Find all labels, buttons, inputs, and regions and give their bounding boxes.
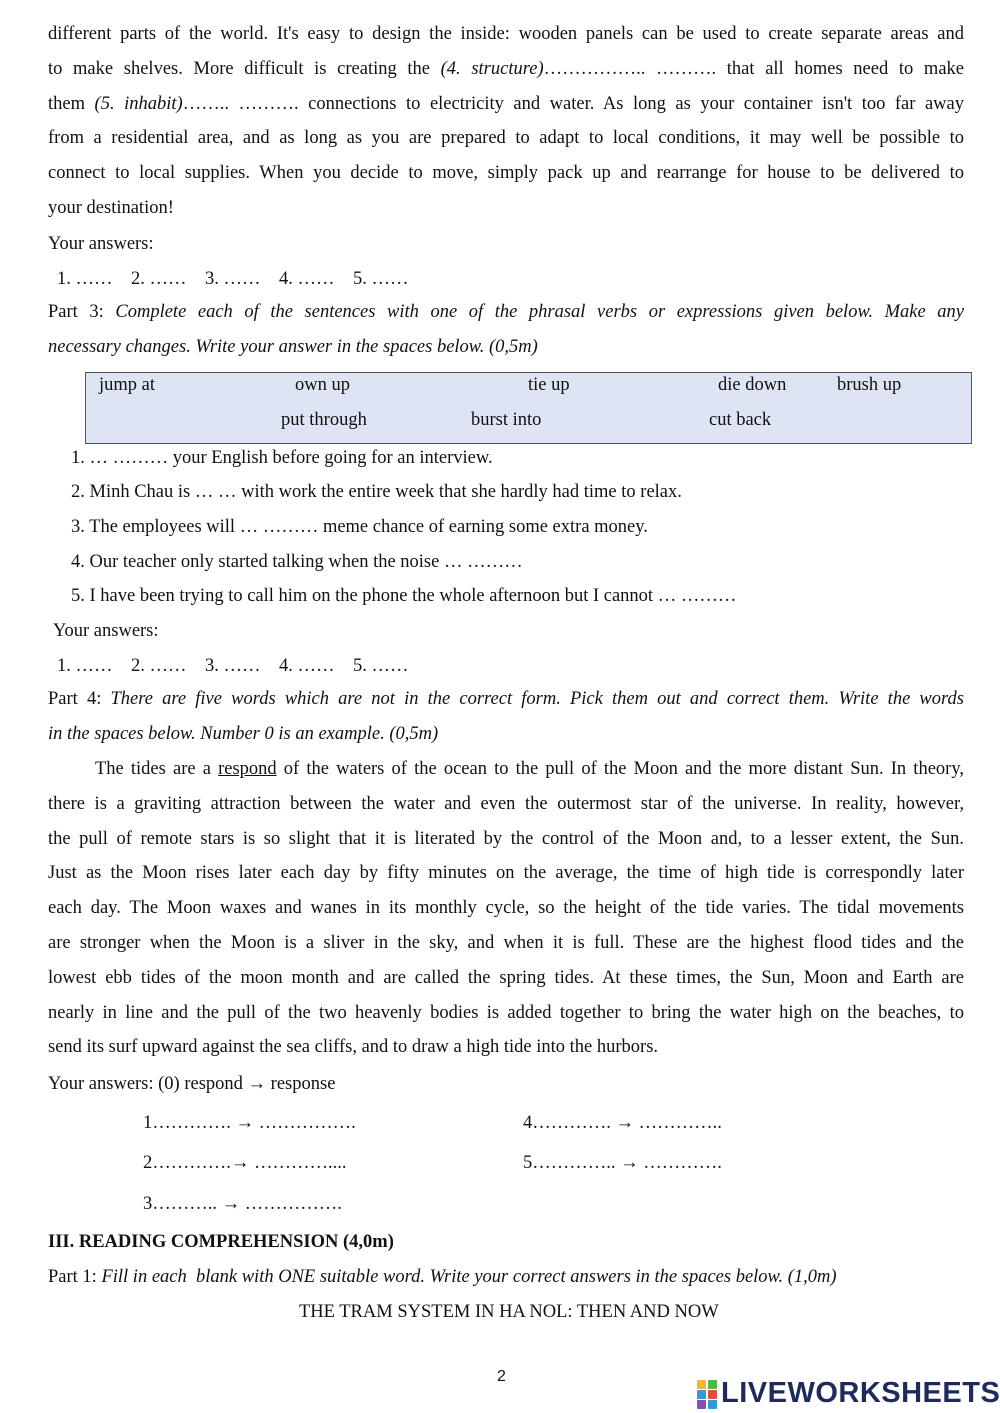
correction-slot[interactable]: 2………….→ ………….... — [143, 1153, 347, 1173]
paragraph-line — [48, 87, 964, 122]
paragraph-line — [48, 752, 964, 787]
section-heading: III. READING COMPREHENSION (4,0m) — [48, 1232, 394, 1252]
correction-slot[interactable]: 3……….. → ……………. — [143, 1194, 342, 1214]
paragraph-line — [48, 52, 964, 87]
example-error-word: respond — [218, 759, 277, 779]
sentence-item: 1. … ……… your English before going for an interview. — [71, 448, 493, 468]
answer-slots[interactable]: 1. …… 2. …… 3. …… 4. …… 5. …… — [57, 656, 409, 676]
instruction-text: Fill in each blank with ONE suitable word. Write your correct answers in the spaces below. (1,0m) — [101, 1267, 837, 1287]
paragraph-line: lowest ebb tides of the moon month and are called the spring tides. At these times, the Sun, Moon and Earth are — [48, 967, 964, 988]
word-option: brush up — [837, 375, 902, 395]
sentence-item: 2. Minh Chau is … … with work the entire week that she hardly had time to relax. — [71, 482, 682, 502]
correction-slot[interactable]: 4…………. → ………….. — [523, 1113, 722, 1133]
answer-slots[interactable]: 1. …… 2. …… 3. …… 4. …… 5. …… — [57, 269, 409, 289]
part-label: Part 3: — [48, 302, 116, 322]
logo-text: LIVEWORKSHEETS — [721, 1376, 1000, 1409]
instruction-line: in the spaces below. Number 0 is an example. (0,5m) — [48, 723, 439, 744]
sentence-item: 4. Our teacher only started talking when the noise … ……… — [71, 552, 523, 572]
page-number: 2 — [497, 1368, 506, 1385]
phrasal-verb-box — [85, 372, 972, 444]
answers-label: Your answers: (0) respond → response — [48, 1074, 336, 1094]
paragraph-line: the pull of remote stars is so slight that it is literated by the control of the Moon and, to a lesser extent, the Sun. — [48, 828, 964, 849]
text-run: to make shelves. More difficult is creating the — [48, 58, 441, 79]
word-form-cue-inhabit: (5. inhabit) — [94, 93, 183, 114]
blank-text: …………….. ………. that all homes need to make — [543, 58, 964, 79]
instruction-line: necessary changes. Write your answer in the spaces below. (0,5m) — [48, 336, 538, 357]
instruction-text: Complete each of the sentences with one of the phrasal verbs or expressions given below. Make any — [115, 302, 964, 322]
blank-text: …….. ………. connections to electricity and water. As long as your container isn't too far away — [182, 93, 964, 114]
paragraph-line: from a residential area, and as long as you are prepared to adapt to local conditions, it may well be possible to — [48, 128, 964, 149]
text-run: of the waters of the ocean to the pull of the Moon and the more distant Sun. In theory, — [276, 759, 964, 779]
word-option: put through — [281, 410, 367, 430]
part3-instructions — [48, 295, 964, 365]
part1-instruction — [48, 1265, 837, 1289]
word-option: own up — [295, 375, 350, 395]
word-option: jump at — [99, 375, 156, 395]
instruction-line — [48, 682, 964, 717]
liveworksheets-logo[interactable] — [697, 1376, 1000, 1410]
answers-label: Your answers: — [53, 621, 159, 641]
instruction-line — [48, 295, 964, 330]
paragraph-line: send its surf upward against the sea cliffs, and to draw a high tide into the hurbors. — [48, 1037, 659, 1058]
paragraph-line: connect to local supplies. When you decide to move, simply pack up and rearrange for house to be delivered to — [48, 163, 964, 184]
word-option: cut back — [709, 410, 772, 430]
container-home-paragraph — [48, 17, 964, 226]
word-option: die down — [718, 375, 787, 395]
word-option: burst into — [471, 410, 542, 430]
paragraph-line: nearly in line and the pull of the two heavenly bodies is added together to bring the water high on the beaches, to — [48, 1002, 964, 1023]
tides-paragraph — [48, 752, 964, 1065]
correction-slot[interactable]: 5………….. → …………. — [523, 1153, 722, 1173]
word-form-cue-structure: (4. structure) — [440, 58, 544, 79]
instruction-text: There are five words which are not in the correct form. Pick them out and correct them. Write the words — [110, 689, 964, 709]
paragraph-line: different parts of the world. It's easy to design the inside: wooden panels can be used to create separate areas and — [48, 24, 964, 44]
passage-title: THE TRAM SYSTEM IN HA NOL: THEN AND NOW — [299, 1302, 719, 1322]
sentence-item: 3. The employees will … ……… meme chance of earning some extra money. — [71, 517, 648, 537]
paragraph-line: your destination! — [48, 197, 174, 218]
paragraph-line: Just as the Moon rises later each day by fifty minutes on the average, the time of high tide is correspondly later — [48, 863, 964, 884]
paragraph-line: there is a graviting attraction between the water and even the outermost star of the universe. In reality, however, — [48, 793, 964, 814]
answers-label: Your answers: — [48, 234, 154, 254]
part4-instructions — [48, 682, 964, 752]
correction-slot[interactable]: 1…………. → ……………. — [143, 1113, 356, 1133]
paragraph-line: are stronger when the Moon is a sliver in the sky, and when it is full. These are the highest flood tides and the — [48, 932, 964, 953]
logo-blocks-icon — [697, 1378, 719, 1408]
sentence-item: 5. I have been trying to call him on the phone the whole afternoon but I cannot … ……… — [71, 586, 737, 606]
text-run: them — [48, 93, 95, 114]
paragraph-line: each day. The Moon waxes and wanes in its monthly cycle, so the height of the tide varies. The tidal movements — [48, 898, 964, 919]
text-run: The tides are a — [95, 759, 219, 779]
part-label: Part 4: — [48, 689, 111, 709]
word-option: tie up — [528, 375, 570, 395]
part-label: Part 1: — [48, 1267, 102, 1287]
